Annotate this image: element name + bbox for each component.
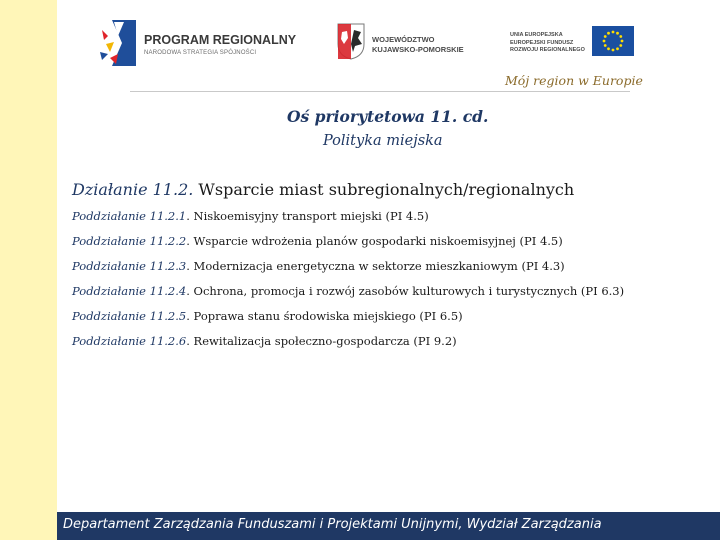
list-item [72,308,697,325]
list-item-label: Poddziałanie 11.2.4 [72,284,187,298]
list-item [72,333,697,350]
list-item-text: . Modernizacja energetyczna w sektorze mieszkaniowym (PI 4.3) [186,259,565,273]
eu-logo-line1: UNIA EUROPEJSKA [510,32,563,38]
content-section [72,180,697,358]
section-heading-text: Wsparcie miast subregionalnych/regionalnych [193,180,575,199]
section-heading-label: Działanie 11.2. [72,180,194,199]
eu-logo-line2: EUROPEJSKI FUNDUSZ [510,39,574,46]
program-regionalny-logo [90,14,300,74]
region-tagline: Mój region w Europie [505,73,643,88]
slide-title-line2: Polityka miejska [323,133,443,149]
list-item-text: . Poprawa stanu środowiska miejskiego (PI 6.5) [186,309,463,323]
header-logos [90,14,635,74]
list-item-label: Poddziałanie 11.2.2 [72,234,187,248]
list-item-text: . Rewitalizacja społeczno-gospodarcza (PI 9.2) [186,334,457,348]
list-item-text: . Ochrona, promocja i rozwój zasobów kulturowych i turystycznych (PI 6.3) [186,284,625,298]
list-item-text: . Wsparcie wdrożenia planów gospodarki niskoemisyjnej (PI 4.5) [186,234,563,248]
region-name-line2: KUJAWSKO-POMORSKIE [372,45,464,54]
program-regionalny-mark-icon [98,18,138,68]
region-coat-of-arms-icon [336,22,366,60]
list-item [72,283,697,300]
slide-title-line1: Oś priorytetowa 11. cd. [287,107,489,126]
list-item-label: Poddziałanie 11.2.1 [72,209,187,223]
footer-bar [57,512,720,540]
eu-logo-line3: ROZWOJU REGIONALNEGO [510,47,585,53]
list-item-text: . Niskoemisyjny transport miejski (PI 4.5) [186,209,429,223]
section-heading [72,180,697,199]
header-divider [130,91,630,92]
program-regionalny-subtitle: NARODOWA STRATEGIA SPÓJNOŚCI [144,50,257,56]
list-item [72,233,697,250]
footer-text: Departament Zarządzania Funduszami i Projektami Unijnymi, Wydział Zarządzania [63,517,602,532]
left-accent-bar [0,0,57,540]
list-item [72,208,697,225]
eu-fund-logo [510,26,635,66]
kujawsko-pomorskie-logo [336,22,476,66]
list-item-label: Poddziałanie 11.2.6 [72,334,187,348]
eu-flag-icon [592,26,634,56]
subaction-list [72,208,697,350]
region-name-line1: WOJEWÓDZTWO [372,35,435,44]
list-item-label: Poddziałanie 11.2.5 [72,309,187,323]
list-item-label: Poddziałanie 11.2.3 [72,259,187,273]
list-item [72,258,697,275]
program-regionalny-title: PROGRAM REGIONALNY [144,33,297,47]
